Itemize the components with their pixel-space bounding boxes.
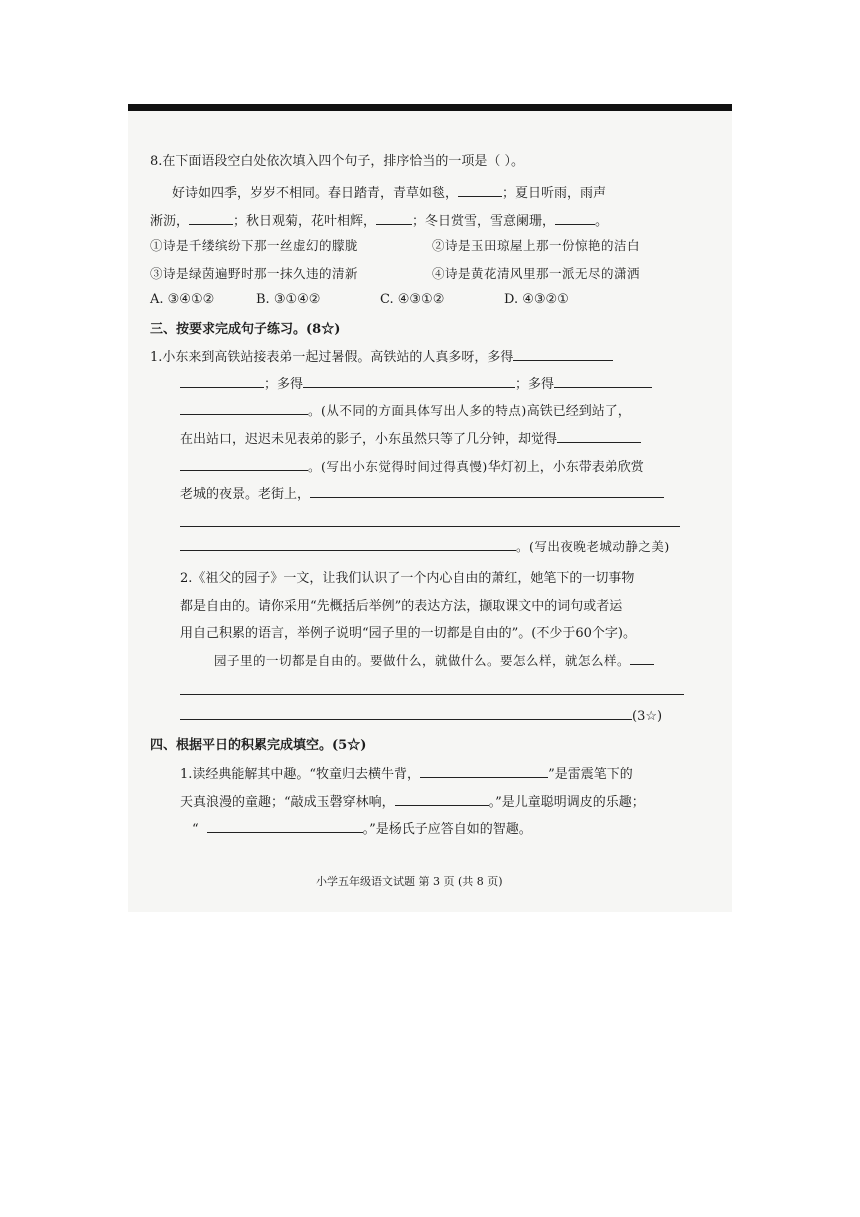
q8-passage-line-1: 好诗如四季，岁岁不相同。春日踏青，青草如毯， ；夏日听雨，雨声 [172, 186, 607, 201]
page-footer: 小学五年级语文试题 第 3 页 (共 8 页) [316, 875, 503, 888]
q8-blank-2 [189, 212, 233, 225]
s4-line-3: “ 。”是杨氏子应答自如的智趣。 [192, 822, 532, 837]
s3-q1-line-5: 。(写出小东觉得时间过得真慢)华灯初上，小东带表弟欣赏 [180, 458, 644, 476]
s3-q1-blank-2 [180, 375, 264, 388]
s3-q1-blank-3 [303, 375, 515, 388]
s3-q1-blank-9 [180, 538, 516, 551]
q8-blank-3 [376, 212, 412, 225]
s3-q2-last-line [180, 707, 662, 725]
q8-sentence-1: ①诗是千缕缤纷下那一丝虚幻的朦胧 [150, 238, 359, 253]
s3-q2-blank-1 [630, 652, 654, 665]
q8-option-d: D. ④③②① [504, 292, 569, 307]
s4-blank-1 [420, 765, 548, 778]
q8-passage-line-2: 淅沥， ；秋日观菊，花叶相辉， ；冬日赏雪，雪意阑珊， 。 [150, 214, 609, 229]
s3-q2-line-2: 都是自由的。请你采用“先概括后举例”的表达方法，撷取课文中的词句或者运 [180, 599, 623, 614]
s3-q2-line-1: 2.《祖父的园子》一文，让我们认识了一个内心自由的萧红，她笔下的一切事物 [180, 571, 635, 586]
s3-q2-line-3: 用自己积累的语言，举例子说明“园子里的一切都是自由的”。(不少于60个字)。 [180, 626, 636, 641]
q8-sentence-4: ④诗是黄花清风里那一派无尽的潇洒 [432, 266, 641, 281]
s3-q1-line-6: 老城的夜景。老街上， [180, 485, 664, 503]
s3-q1-blank-1 [513, 348, 613, 361]
s3-q1-blank-5 [180, 402, 308, 415]
section-3-title: 三、按要求完成句子练习。(8☆) [150, 322, 341, 337]
s3-q1-blank-8 [310, 485, 664, 498]
section-4-title: 四、根据平日的积累完成填空。(5☆) [150, 738, 367, 753]
s3-q1-line-4: 在出站口，迟迟未见表弟的影子，小东虽然只等了几分钟，却觉得 [180, 430, 641, 448]
s3-q2-blank-2 [180, 707, 632, 720]
q8-option-a: A. ③④①② [150, 292, 215, 307]
s3-q1-line-2: ；多得 ；多得 [180, 375, 652, 393]
q8-option-b: B. ③①④② [256, 292, 321, 307]
q8-option-c: C. ④③①② [380, 292, 445, 307]
q8-sentence-2: ②诗是玉田琼屋上那一份惊艳的洁白 [432, 238, 641, 253]
top-border-bar [128, 104, 732, 111]
s4-blank-3 [207, 820, 363, 833]
s3-q1-answer-line [180, 526, 680, 527]
s3-q1-line-1: 1.小东来到高铁站接表弟一起过暑假。高铁站的人真多呀，多得 [150, 348, 613, 366]
s3-q2-answer-text: 园子里的一切都是自由的。要做什么，就做什么。要怎么样，就怎么样。 [214, 652, 654, 669]
s3-q1-blank-4 [554, 375, 652, 388]
s4-blank-2 [395, 793, 489, 806]
s3-q1-line-8: 。(写出夜晚老城动静之美) [180, 538, 670, 556]
exam-page [128, 104, 732, 912]
q8-sentence-3: ③诗是绿茵遍野时那一抹久违的清新 [150, 266, 359, 281]
s3-q1-blank-7 [180, 458, 308, 471]
s3-q1-blank-6 [557, 430, 641, 443]
s3-q2-answer-line [180, 694, 684, 695]
q8-stem: 8.在下面语段空白处依次填入四个句子，排序恰当的一项是（ ）。 [150, 154, 525, 169]
s4-line-1: 1.读经典能解其中趣。“牧童归去横牛背， ”是雷震笔下的 [180, 767, 633, 782]
s4-line-2: 天真浪漫的童趣；“敲成玉磬穿林响， 。”是儿童聪明调皮的乐趣； [180, 795, 645, 810]
q8-blank-1 [458, 184, 502, 197]
q8-blank-4 [555, 212, 595, 225]
s3-q1-line-3: 。(从不同的方面具体写出人多的特点)高铁已经到站了， [180, 402, 631, 420]
s3-q2-score: (3☆) [632, 709, 663, 724]
